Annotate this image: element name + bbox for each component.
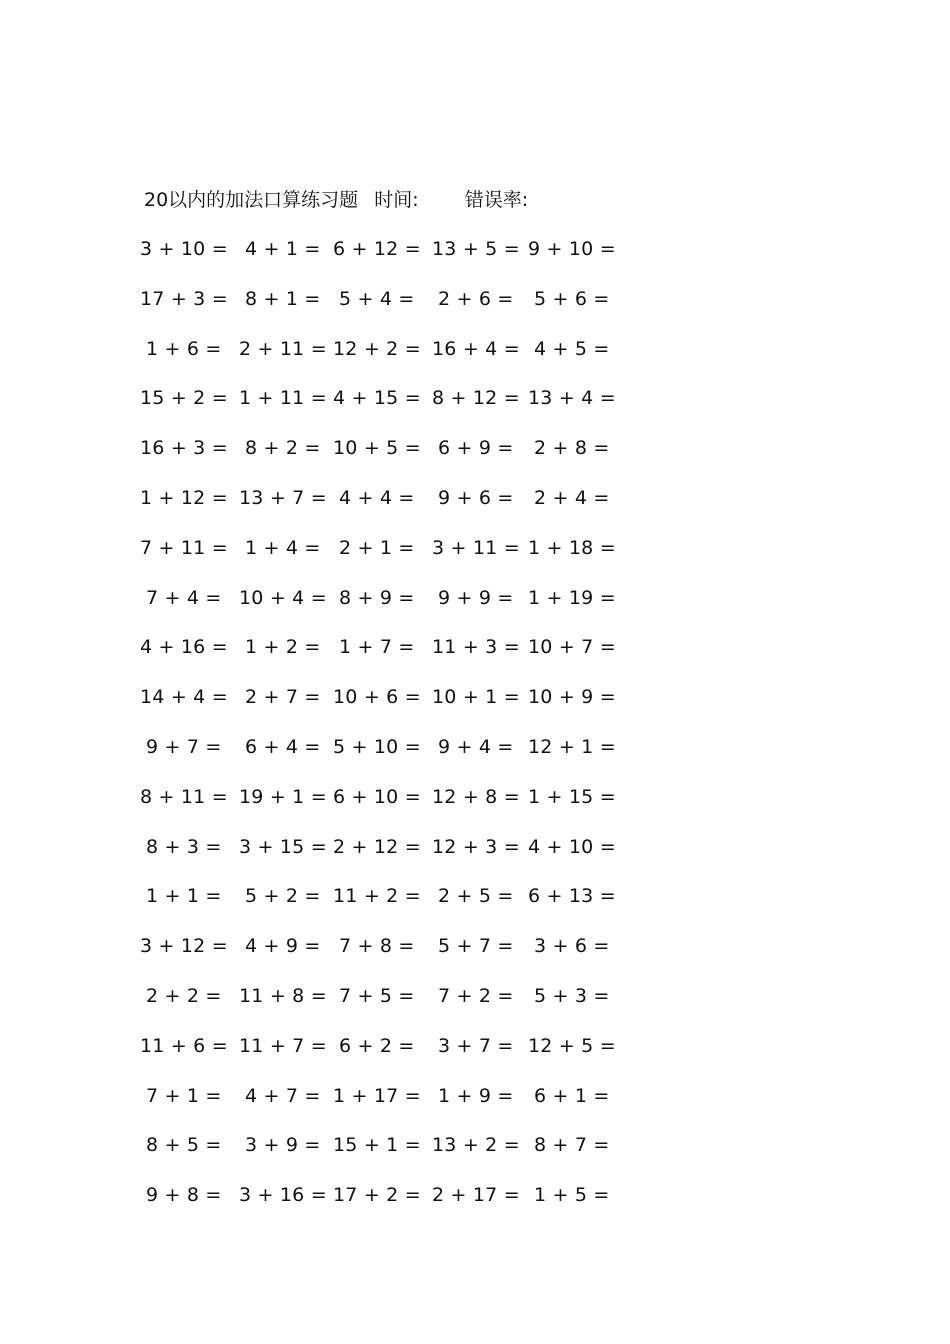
problem-item: 8 + 11 = (140, 785, 228, 808)
problem-item: 2 + 17 = (432, 1184, 520, 1207)
problem-item: 6 + 12 = (333, 238, 421, 260)
problem-row (0, 385, 950, 435)
problem-item: 7 + 4 = (146, 586, 222, 609)
problem-item: 1 + 4 = (245, 536, 321, 559)
problem-item: 11 + 8 = (239, 984, 327, 1007)
problem-item: 10 + 9 = (528, 686, 616, 709)
problem-item: 3 + 12 = (140, 935, 228, 958)
problem-item: 8 + 9 = (339, 586, 415, 609)
problem-item: 4 + 15 = (333, 387, 421, 410)
problem-item: 10 + 6 = (333, 686, 421, 709)
problem-item: 8 + 3 = (146, 835, 222, 858)
problem-item: 1 + 5 = (534, 1184, 610, 1207)
problem-item: 12 + 1 = (528, 735, 616, 758)
problem-item: 2 + 11 = (239, 337, 327, 360)
problem-row (0, 535, 950, 585)
problem-item: 3 + 9 = (245, 1134, 321, 1157)
problem-row (0, 1132, 950, 1182)
problem-item: 7 + 8 = (339, 935, 415, 958)
problem-item: 5 + 10 = (333, 735, 421, 758)
problem-item: 1 + 12 = (140, 486, 228, 509)
problem-item: 16 + 4 = (432, 337, 520, 360)
problem-item: 11 + 6 = (140, 1034, 228, 1057)
problem-item: 2 + 5 = (438, 885, 514, 908)
problem-item: 1 + 15 = (528, 785, 616, 808)
problem-item: 1 + 18 = (528, 536, 616, 559)
worksheet-header (144, 186, 528, 214)
problem-item: 6 + 2 = (339, 1034, 415, 1057)
problem-item: 3 + 15 = (239, 835, 327, 858)
problem-row (0, 684, 950, 734)
problem-row (0, 1083, 950, 1133)
problem-item: 4 + 5 = (534, 337, 610, 360)
problem-item: 9 + 4 = (438, 735, 514, 758)
problem-item: 4 + 10 = (528, 835, 616, 858)
problem-item: 3 + 10 = (140, 238, 228, 260)
problem-row (0, 435, 950, 485)
problem-item: 1 + 17 = (333, 1084, 421, 1107)
problem-item: 1 + 9 = (438, 1084, 514, 1107)
problem-item: 1 + 1 = (146, 885, 222, 908)
problem-item: 6 + 10 = (333, 785, 421, 808)
problem-item: 9 + 10 = (528, 238, 616, 260)
problem-item: 8 + 2 = (245, 437, 321, 460)
problem-item: 17 + 3 = (140, 287, 228, 310)
problem-item: 19 + 1 = (239, 785, 327, 808)
problem-row (0, 336, 950, 386)
problem-item: 16 + 3 = (140, 437, 228, 460)
problem-item: 5 + 3 = (534, 984, 610, 1007)
problem-item: 7 + 11 = (140, 536, 228, 559)
problem-item: 4 + 9 = (245, 935, 321, 958)
problem-item: 12 + 5 = (528, 1034, 616, 1057)
problem-item: 10 + 7 = (528, 636, 616, 659)
problem-item: 13 + 2 = (432, 1134, 520, 1157)
problem-item: 9 + 7 = (146, 735, 222, 758)
worksheet-title: 20以内的加法口算练习题 (144, 189, 359, 211)
problem-item: 11 + 3 = (432, 636, 520, 659)
problem-item: 2 + 4 = (534, 486, 610, 509)
problem-row (0, 983, 950, 1033)
problem-item: 6 + 13 = (528, 885, 616, 908)
problem-item: 13 + 7 = (239, 486, 327, 509)
problem-item: 7 + 2 = (438, 984, 514, 1007)
problem-item: 10 + 5 = (333, 437, 421, 460)
problem-item: 8 + 1 = (245, 287, 321, 310)
time-label: 时间: (374, 189, 419, 211)
problem-item: 3 + 6 = (534, 935, 610, 958)
problem-row (0, 834, 950, 884)
problem-row (0, 784, 950, 834)
problem-item: 7 + 5 = (339, 984, 415, 1007)
problem-item: 9 + 8 = (146, 1184, 222, 1207)
problem-row (0, 485, 950, 535)
problem-item: 4 + 1 = (245, 238, 321, 260)
problem-row (0, 933, 950, 983)
problem-item: 7 + 1 = (146, 1084, 222, 1107)
problem-item: 3 + 11 = (432, 536, 520, 559)
problem-item: 12 + 3 = (432, 835, 520, 858)
problem-item: 8 + 5 = (146, 1134, 222, 1157)
problem-item: 12 + 8 = (432, 785, 520, 808)
problem-item: 5 + 6 = (534, 287, 610, 310)
problem-item: 2 + 6 = (438, 287, 514, 310)
problem-row (0, 1182, 950, 1232)
problem-item: 4 + 7 = (245, 1084, 321, 1107)
problem-item: 15 + 1 = (333, 1134, 421, 1157)
problem-item: 4 + 4 = (339, 486, 415, 509)
problem-item: 13 + 5 = (432, 238, 520, 260)
problem-item: 9 + 9 = (438, 586, 514, 609)
problem-item: 2 + 12 = (333, 835, 421, 858)
problem-item: 14 + 4 = (140, 686, 228, 709)
problem-item: 2 + 8 = (534, 437, 610, 460)
problem-item: 3 + 16 = (239, 1184, 327, 1207)
problem-item: 12 + 2 = (333, 337, 421, 360)
problem-item: 2 + 2 = (146, 984, 222, 1007)
problem-item: 11 + 2 = (333, 885, 421, 908)
problem-item: 8 + 12 = (432, 387, 520, 410)
problem-item: 15 + 2 = (140, 387, 228, 410)
problem-item: 1 + 19 = (528, 586, 616, 609)
problem-grid (0, 236, 950, 1232)
problem-item: 6 + 4 = (245, 735, 321, 758)
problem-item: 6 + 9 = (438, 437, 514, 460)
problem-item: 8 + 7 = (534, 1134, 610, 1157)
error-rate-label: 错误率: (464, 189, 529, 211)
problem-item: 4 + 16 = (140, 636, 228, 659)
problem-item: 17 + 2 = (333, 1184, 421, 1207)
problem-row (0, 734, 950, 784)
problem-item: 10 + 4 = (239, 586, 327, 609)
problem-item: 11 + 7 = (239, 1034, 327, 1057)
problem-row (0, 286, 950, 336)
problem-row (0, 1033, 950, 1083)
problem-row (0, 585, 950, 635)
problem-item: 13 + 4 = (528, 387, 616, 410)
problem-item: 10 + 1 = (432, 686, 520, 709)
problem-item: 3 + 7 = (438, 1034, 514, 1057)
problem-item: 1 + 2 = (245, 636, 321, 659)
problem-item: 1 + 11 = (239, 387, 327, 410)
problem-item: 5 + 4 = (339, 287, 415, 310)
problem-item: 5 + 7 = (438, 935, 514, 958)
problem-item: 1 + 7 = (339, 636, 415, 659)
problem-item: 1 + 6 = (146, 337, 222, 360)
problem-row (0, 883, 950, 933)
problem-item: 2 + 1 = (339, 536, 415, 559)
problem-row (0, 634, 950, 684)
problem-item: 6 + 1 = (534, 1084, 610, 1107)
problem-row (0, 236, 950, 286)
problem-item: 2 + 7 = (245, 686, 321, 709)
problem-item: 9 + 6 = (438, 486, 514, 509)
problem-item: 5 + 2 = (245, 885, 321, 908)
